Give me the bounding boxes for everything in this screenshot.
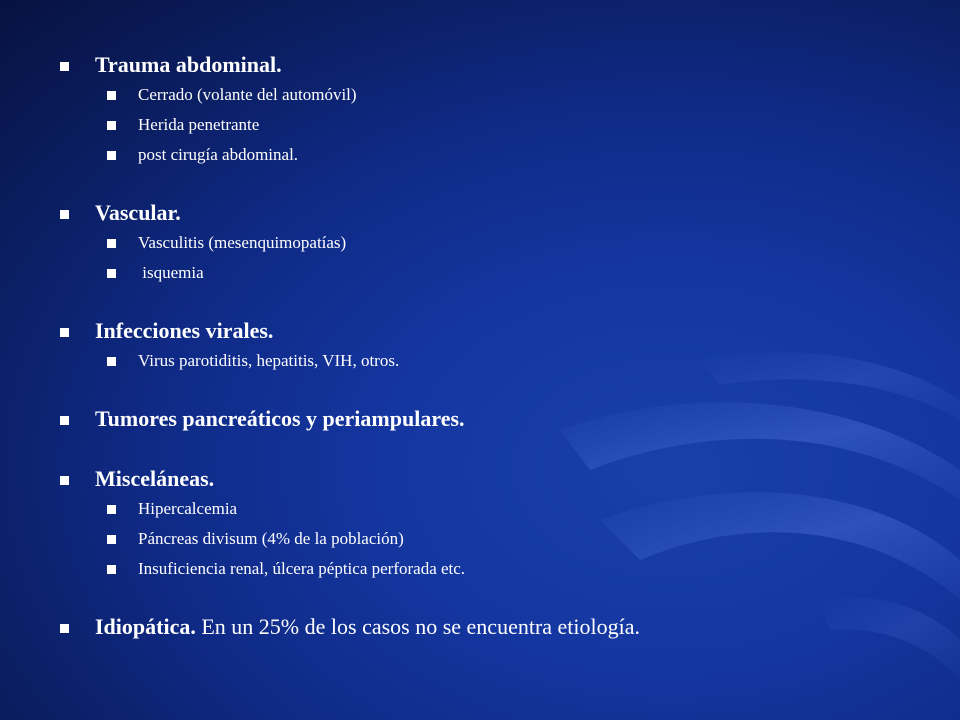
square-bullet-icon <box>60 210 69 219</box>
sub-list <box>58 494 938 584</box>
sub-item <box>58 140 938 170</box>
square-bullet-icon <box>60 328 69 337</box>
sub-item <box>58 258 938 288</box>
section-title-item <box>58 404 938 434</box>
square-bullet-icon <box>107 151 116 160</box>
sub-item-text: Vasculitis (mesenquimopatías) <box>138 233 347 252</box>
square-bullet-icon <box>107 357 116 366</box>
square-bullet-icon <box>107 505 116 514</box>
sub-item <box>58 554 938 584</box>
sub-item <box>58 110 938 140</box>
section-title: Idiopática. <box>95 614 196 639</box>
sub-list <box>58 346 938 376</box>
sub-item <box>58 494 938 524</box>
section-title: Trauma abdominal. <box>95 52 282 77</box>
square-bullet-icon <box>60 62 69 71</box>
sub-item <box>58 80 938 110</box>
section-miscelaneas <box>58 464 938 584</box>
section-trauma <box>58 50 938 170</box>
section-description: En un 25% de los casos no se encuentra etiología. <box>195 614 641 639</box>
sub-item-text: Herida penetrante <box>138 115 260 134</box>
section-idiopatica <box>58 612 938 642</box>
sub-item-text: Cerrado (volante del automóvil) <box>138 85 357 104</box>
sub-item-text: isquemia <box>138 263 204 282</box>
square-bullet-icon <box>60 476 69 485</box>
square-bullet-icon <box>107 535 116 544</box>
sub-item-text: Virus parotiditis, hepatitis, VIH, otros. <box>138 351 400 370</box>
sub-list <box>58 228 938 288</box>
sub-item-text: post cirugía abdominal. <box>138 145 299 164</box>
section-title: Misceláneas. <box>95 466 215 491</box>
section-tumores <box>58 404 938 434</box>
section-vascular <box>58 198 938 288</box>
square-bullet-icon <box>107 269 116 278</box>
sub-list <box>58 80 938 170</box>
section-infecciones <box>58 316 938 376</box>
section-title-item <box>58 316 938 346</box>
sub-item <box>58 228 938 258</box>
section-title-item <box>58 50 938 80</box>
square-bullet-icon <box>60 624 69 633</box>
sub-item-text: Hipercalcemia <box>138 499 238 518</box>
square-bullet-icon <box>107 91 116 100</box>
square-bullet-icon <box>60 416 69 425</box>
section-title: Tumores pancreáticos y periampulares. <box>95 406 465 431</box>
section-title-item <box>58 198 938 228</box>
square-bullet-icon <box>107 239 116 248</box>
sub-item-text: Páncreas divisum (4% de la población) <box>138 529 404 548</box>
section-title: Infecciones virales. <box>95 318 274 343</box>
section-title-item <box>58 464 938 494</box>
sub-item <box>58 346 938 376</box>
sub-item <box>58 524 938 554</box>
section-title: Vascular. <box>95 200 181 225</box>
sub-item-text: Insuficiencia renal, úlcera péptica perforada etc. <box>138 559 466 578</box>
section-title-item <box>58 612 938 642</box>
square-bullet-icon <box>107 121 116 130</box>
slide-content <box>58 50 938 642</box>
square-bullet-icon <box>107 565 116 574</box>
